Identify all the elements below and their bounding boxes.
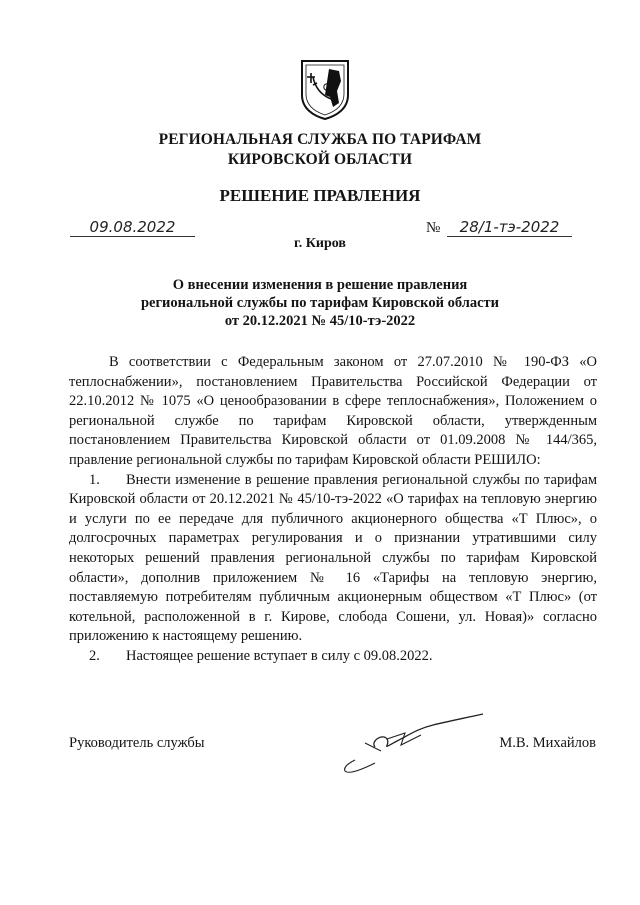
signer-role: Руководитель службы [69,735,205,751]
list-item [69,471,597,647]
org-name-line2: КИРОВСКОЙ ОБЛАСТИ [227,151,413,168]
signer-name: М.В. Михайлов [499,735,596,751]
intro-paragraph: В соответствии с Федеральным законом от 27.07.2010 № 190-ФЗ «О теплоснабжении», постановлением Правительства Российской Федерации от 22.10.2012 № 1075 «О ценообразовании в сфере теплоснабжения», Положением о региональной службе по тарифам Кировской области, утвержденным постановлением Правительства Кировской области от 01.09.2008 № 144/365, правление региональной службы по тарифам Кировской области РЕШИЛО: [69,354,597,468]
number-sign: № [426,220,441,236]
document-subject [0,276,640,330]
subject-line: от 20.12.2021 № 45/10-тэ-2022 [224,313,416,329]
item-text: Внести изменение в решение правления региональной службы по тарифам Кировской области от 20.12.2021 № 45/10-тэ-2022 «О тарифах на тепловую энергию и услуги по ее передаче для публичного акционерного общества «Т Плюс», о долгосрочных параметрах регулирования и о признании утратившими силу некоторых решений правления региональной службы по тарифам Кировской области», дополнив приложением № 16 «Тарифы на тепловую энергию, поставляемую потребителям публичным акционерным обществом «Т Плюс» (от котельной, расположенной в г. Кирове, слобода Сошени, ул. Новая)» согласно приложению к настоящему решению. [69,471,597,645]
handwritten-number: 28/1-тэ-2022 [447,218,572,237]
item-number: 2. [89,647,100,664]
coat-of-arms-emblem [299,57,351,121]
subject-line: региональной службы по тарифам Кировской области [140,295,500,311]
document-title: РЕШЕНИЕ ПРАВЛЕНИЯ [219,186,421,205]
handwritten-date: 09.08.2022 [70,218,195,237]
item-number: 1. [89,471,100,488]
item-text: Настоящее решение вступает в силу с 09.08.2022. [126,647,433,664]
org-name-line1: РЕГИОНАЛЬНАЯ СЛУЖБА ПО ТАРИФАМ [158,131,482,148]
handwritten-signature [335,705,485,790]
city: г. Киров [294,236,346,251]
subject-line: О внесении изменения в решение правления [172,277,468,293]
document-body [69,353,597,667]
list-item [69,647,597,667]
